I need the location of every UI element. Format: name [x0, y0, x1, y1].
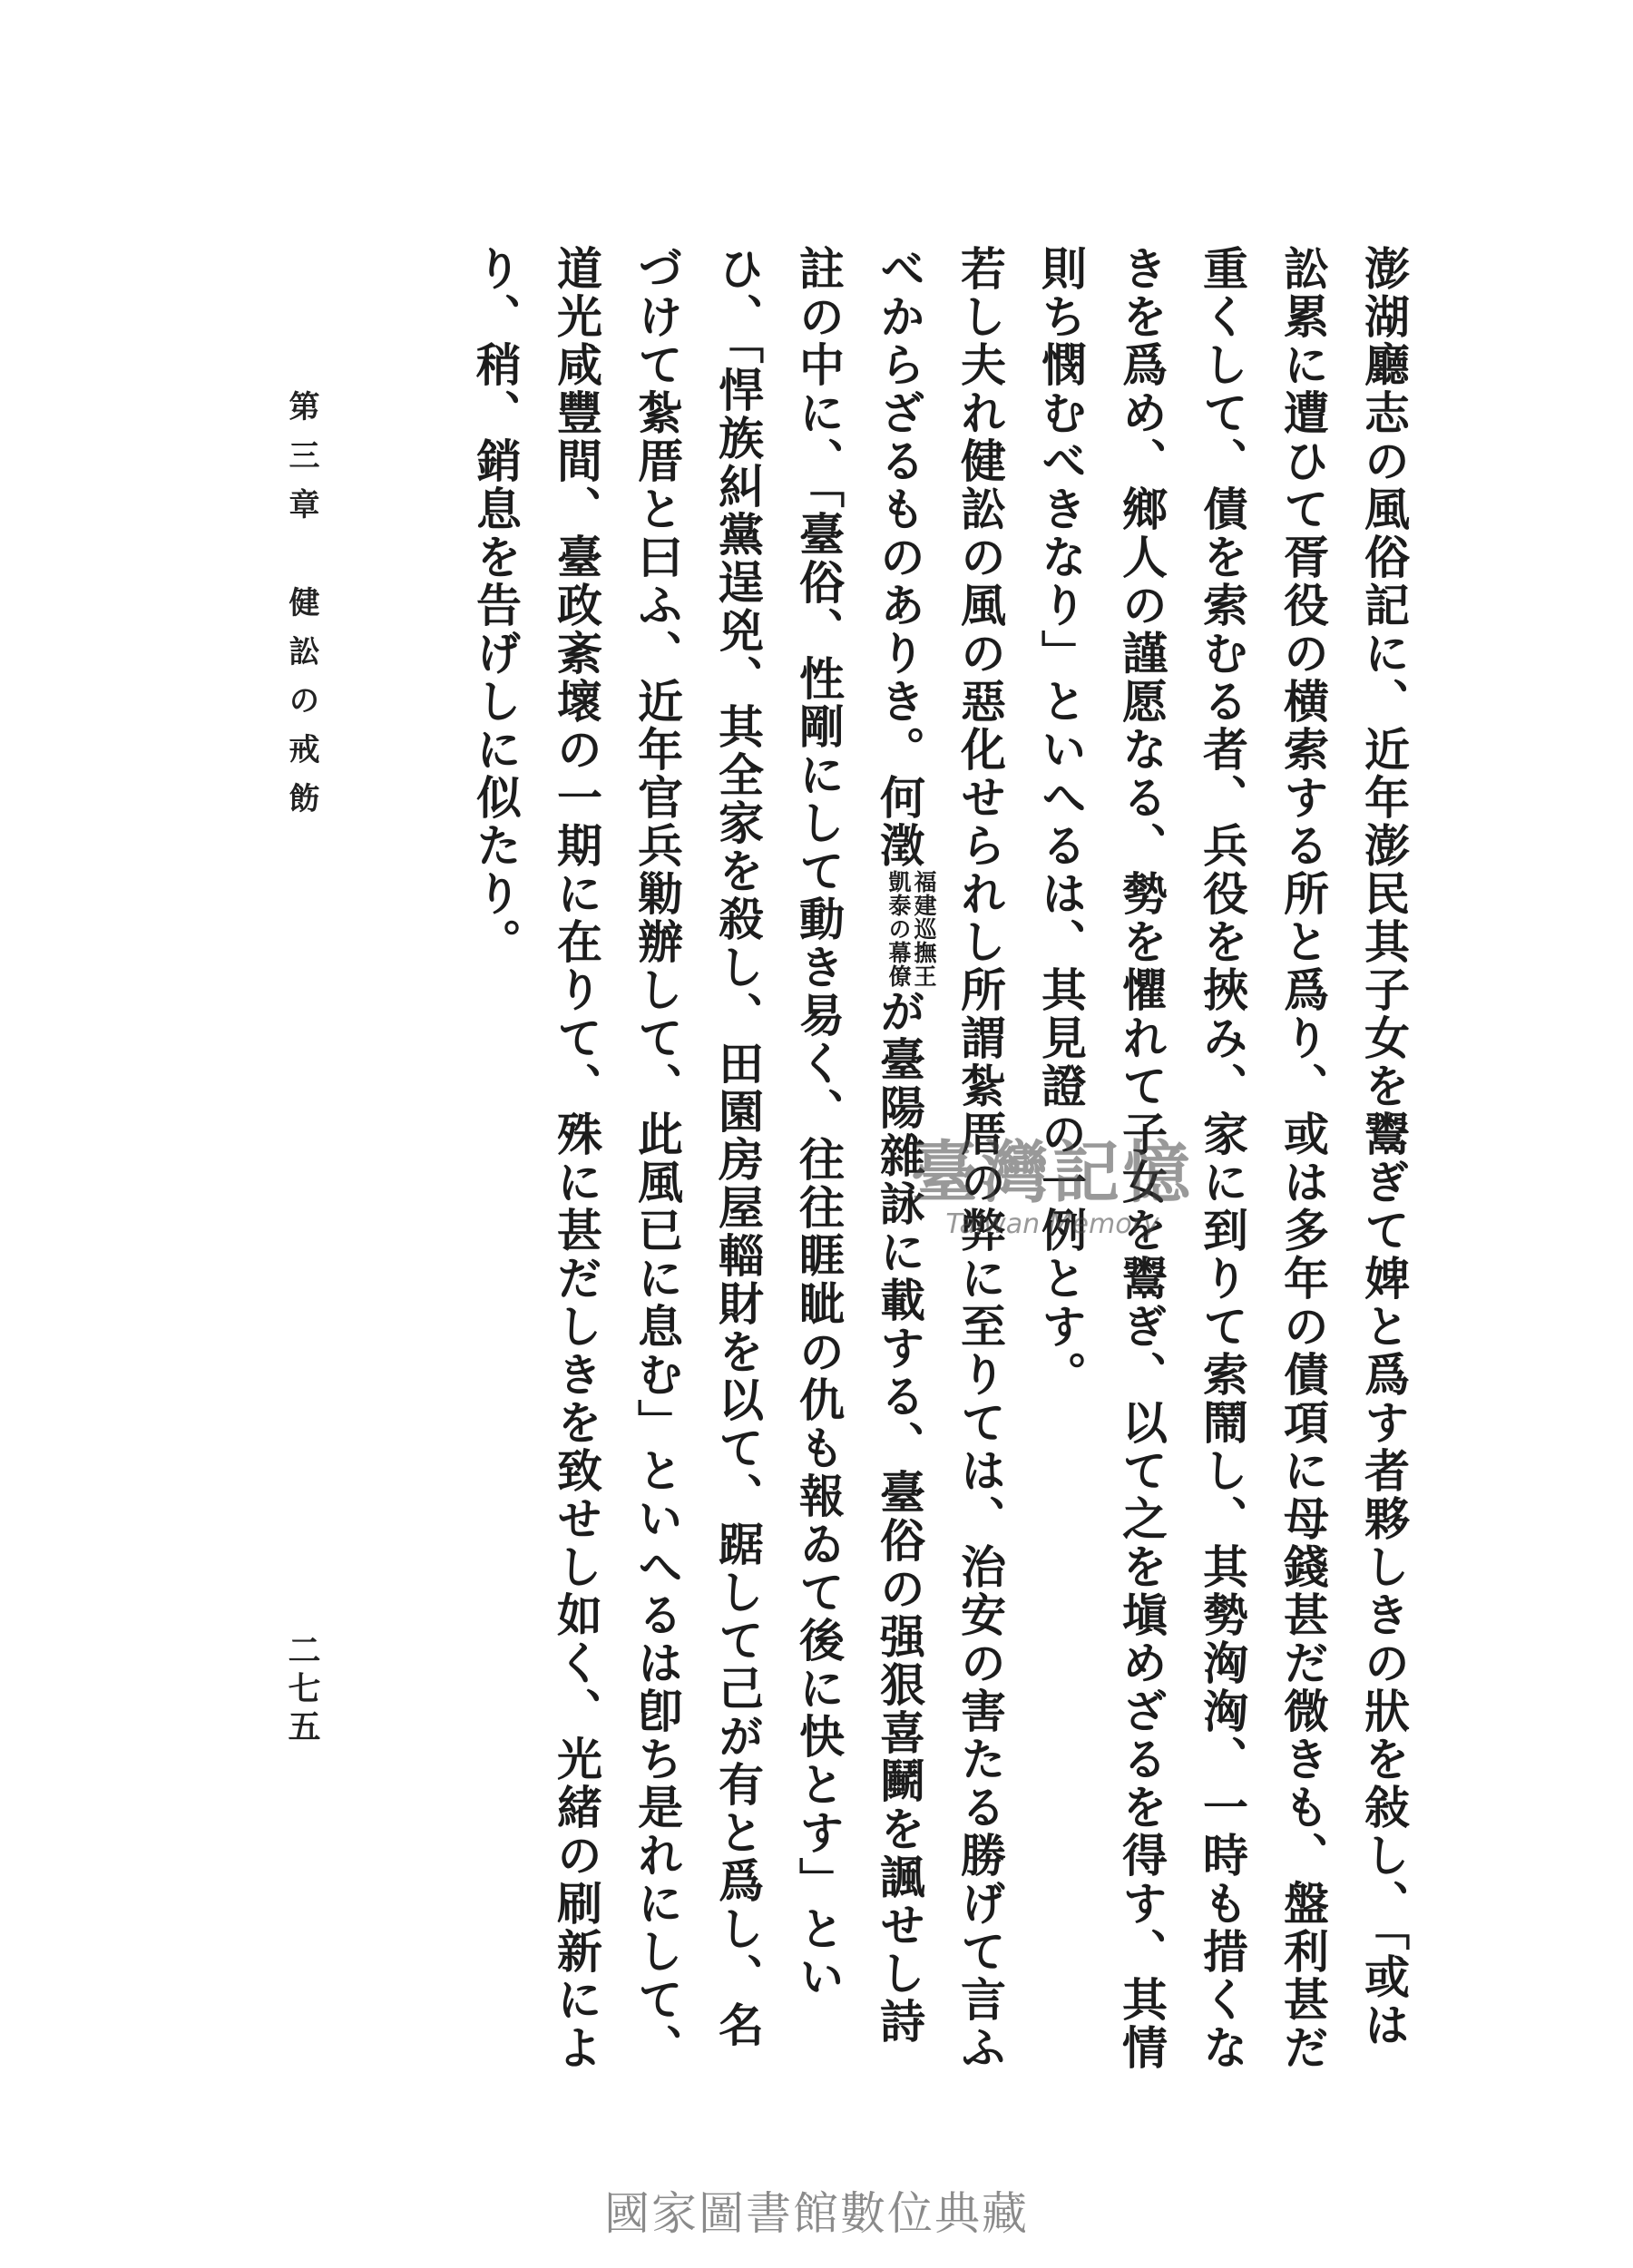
- paragraph-2: [455, 245, 1021, 2077]
- paragraph-1: 澎湖廳志の風俗記に、近年澎民其子女を鬻ぎて婢と爲す者夥しきの狀を敍し、「或は訟累に遭ひて胥役の横索する所と爲り、或は多年の債項に母錢甚だ微きも、盤利甚だ重くして、債を索むる者、兵役を挾み、家に到りて索鬧し、其勢洶洶、一時も措くなきを爲め、鄉人の謹愿なる、勢を懼れて子女を鬻ぎ、以て之を塡めざるを得す、其情則ち憫むべきなり」といへるは、其見證の一例とす。: [1034, 245, 1411, 2072]
- inline-annotation-line-2: 凱泰の幕僚: [885, 870, 912, 988]
- inline-annotation-line-1: 福建巡撫王: [911, 870, 937, 988]
- footer-credit: 國家圖書館數位典藏: [604, 2187, 1029, 2240]
- watermark-title: 臺灣記憶: [911, 1134, 1194, 1212]
- inline-annotation: [885, 870, 936, 988]
- body-text: [455, 245, 1424, 2077]
- running-header: 第三章 健訟の戒飭: [283, 390, 319, 831]
- paragraph-2-part-a: 若し夫れ健訟の風の惡化せられし所謂紮厝の弊に至りては、治安の害たる勝げて言ふべからざるものありき。何澂: [873, 245, 1007, 2072]
- page-number: 二七五: [283, 1633, 321, 1747]
- watermark-subtitle: Taiwan Memory: [945, 1208, 1159, 1240]
- paragraph-2-part-b: が臺陽雜詠に載する、臺俗の强狠喜鬭を諷せし詩註の中に、「臺俗、性剛にして動き易く、往往睚眦の仇も報ゐて後に快とす」といひ、「悍族糾黨逞兇、其全家を殺し、田園房屋輜財を以て、踞して己が有と爲し、名づけて紮厝と曰ふ、近年官兵勦辦して、此風已に息む」といへるは卽ち是れにして、道光咸豐間、臺政紊壞の一期に在りて、殊に甚だしきを致せし如く、光緒の刷新により、稍、銷息を告げしに似たり。: [469, 245, 926, 2072]
